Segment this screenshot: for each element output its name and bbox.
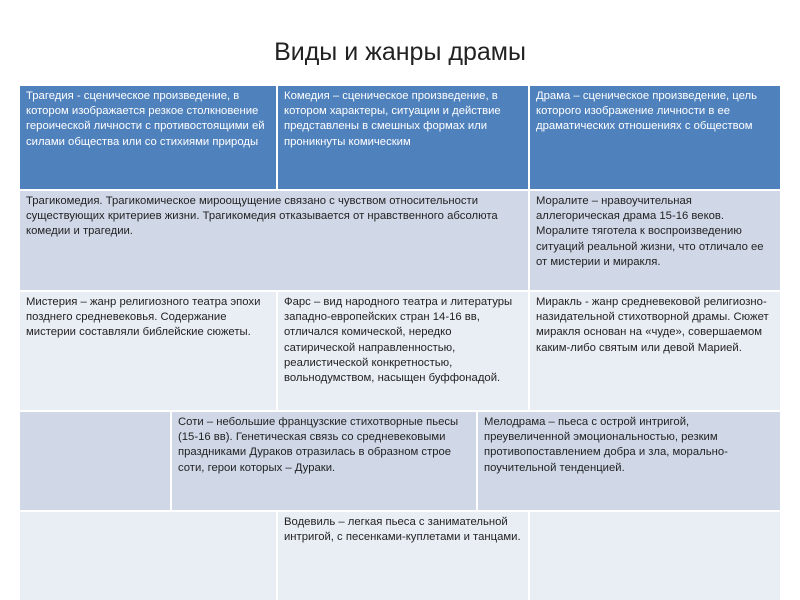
slide-title: Виды и жанры драмы [274, 38, 526, 66]
cell-vaudeville: Водевиль – легкая пьеса с занимательной интригой, с песенками-куплетами и танцами. [278, 512, 528, 600]
cell-soti: Соти – небольшие французские стихотворные пьесы (15-16 вв). Генетическая связь со средневековыми праздниками Дураков отразилась в образном строе соти, герои которых – Дураки. [172, 412, 476, 510]
cell-tragicomedy: Трагикомедия. Трагикомическое мироощущение связано с чувством относительности существующих критериев жизни. Трагикомедия отказывается от нравственного абсолюта комедии и трагедии. [20, 191, 528, 290]
header-tragedy: Трагедия - сценическое произведение, в котором изображается резкое столкновение героической личности с противостоящими ей силами общества или со стихиями природы [20, 86, 276, 189]
header-drama: Драма – сценическое произведение, цель которого изображение личности в ее драматических отношениях с обществом [530, 86, 780, 189]
cell-mystery: Мистерия – жанр религиозного театра эпохи позднего средневековья. Содержание мистерии составляли библейские сюжеты. [20, 292, 276, 410]
header-comedy: Комедия – сценическое произведение, в котором характеры, ситуации и действие представлены в смешных формах или проникнуты комическим [278, 86, 528, 189]
cell-melodrama: Мелодрама – пьеса с острой интригой, преувеличенной эмоциональностью, резким противопоставлением добра и зла, морально-поучительной тенденцией. [478, 412, 780, 510]
empty-cell [530, 512, 780, 600]
empty-cell [20, 412, 170, 510]
empty-cell [20, 512, 276, 600]
cell-farce: Фарс – вид народного театра и литературы западно-европейских стран 14-16 вв, отличался комической, нередко сатирической направленностью, реалистической конкретностью, вольнодумством, насыщен буффонадой. [278, 292, 528, 410]
cell-miracle: Миракль - жанр средневековой религиозно-назидательной стихотворной драмы. Сюжет миракля основан на «чуде», совершаемом каким-либо святым или девой Марией. [530, 292, 780, 410]
cell-morality: Моралите – нравоучительная аллегорическая драма 15-16 веков. Моралите тяготела к воспроизведению ситуаций реальной жизни, что отличало ее от мистерии и миракля. [530, 191, 780, 290]
